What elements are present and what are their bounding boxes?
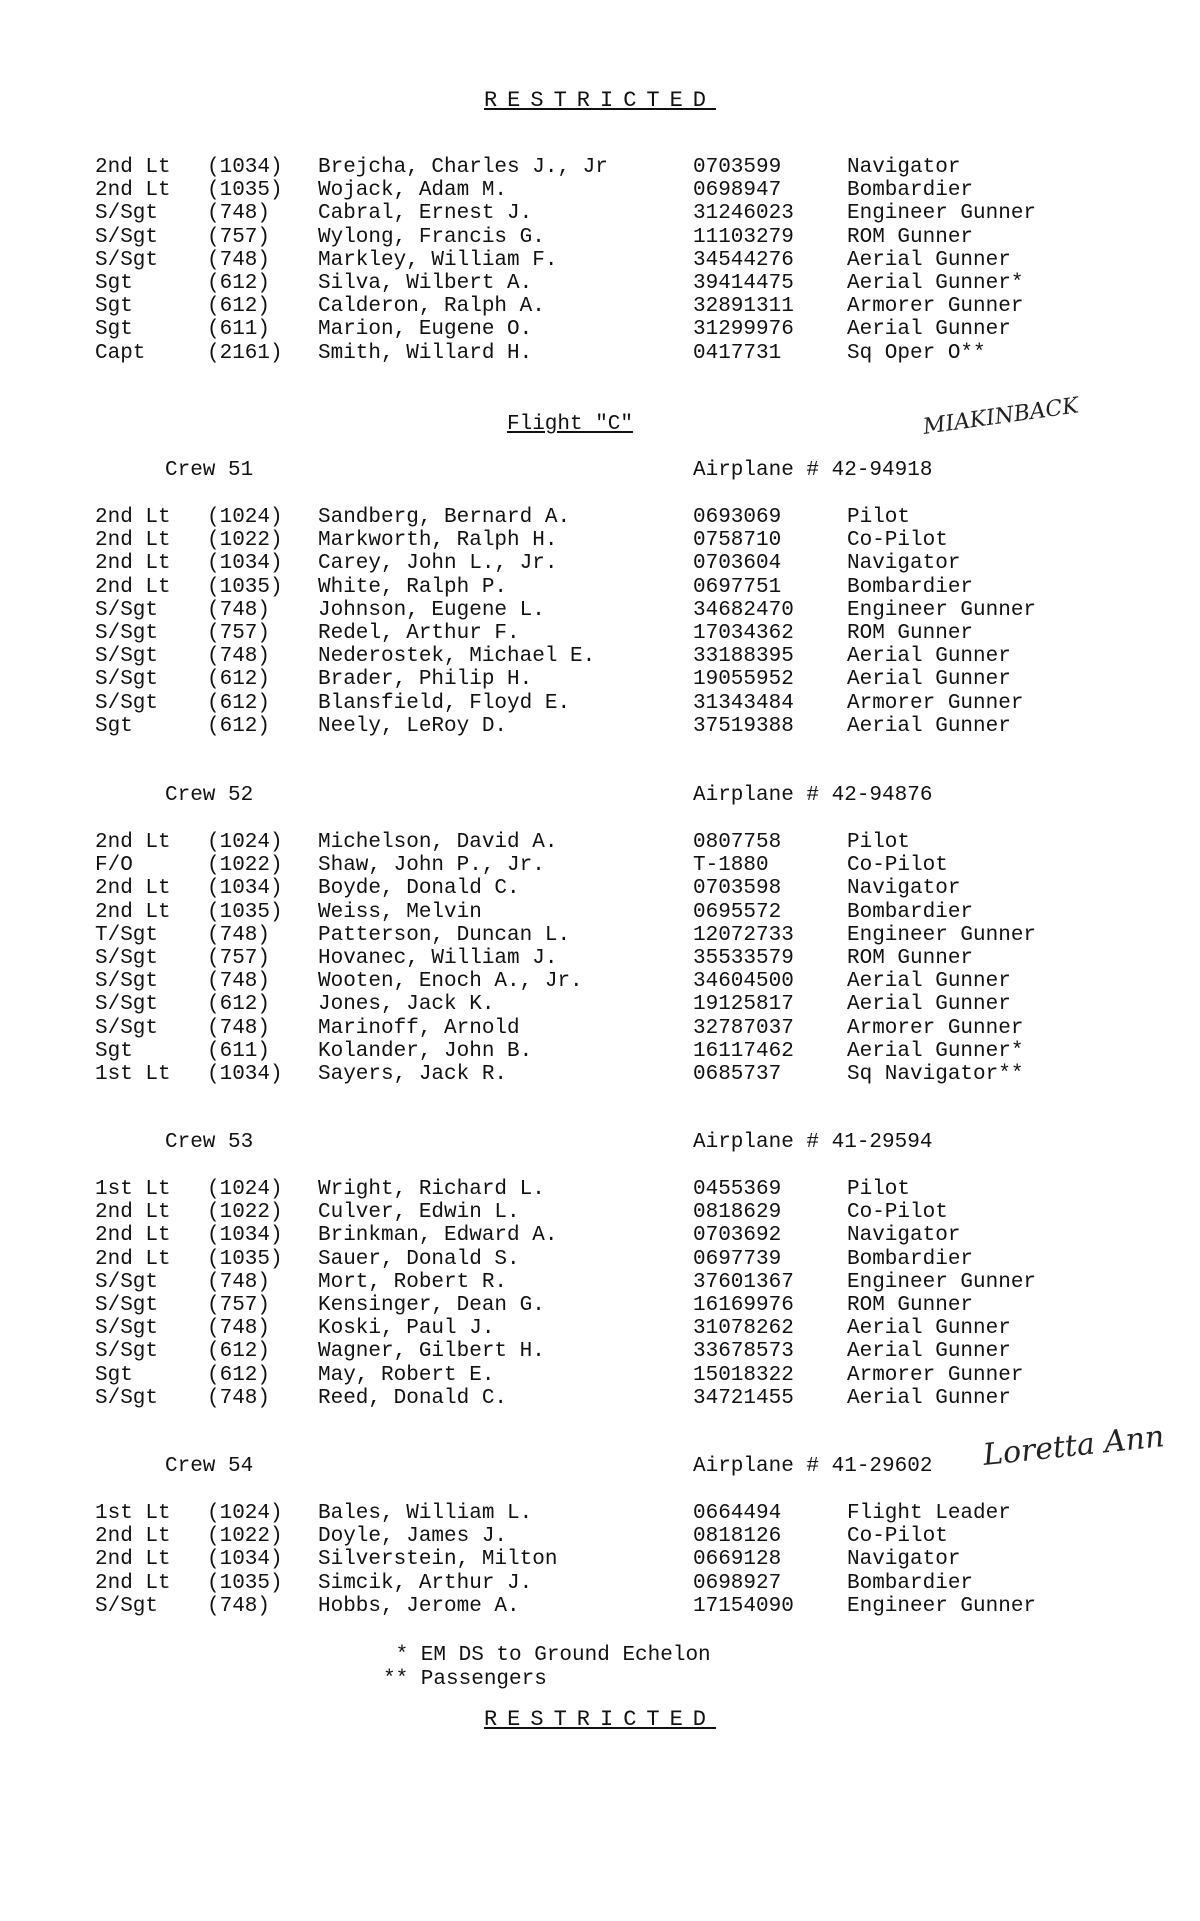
rank-cell: S/Sgt <box>95 248 159 272</box>
rank-cell: S/Sgt <box>95 202 159 226</box>
name-cell: Blansfield, Floyd E. <box>318 691 571 715</box>
serial-number-cell: 0758710 <box>693 529 782 553</box>
airplane-number: Airplane # 41-29602 <box>693 1455 933 1478</box>
name-cell: Reed, Donald C. <box>318 1386 508 1410</box>
serial-number-cell: 0417731 <box>693 341 782 365</box>
rank-cell: S/Sgt <box>95 1386 159 1410</box>
rank-cell: Sgt <box>95 318 133 342</box>
rank-cell: S/Sgt <box>95 598 159 622</box>
rank-cell: Sgt <box>95 295 133 319</box>
rank-cell: S/Sgt <box>95 1340 159 1364</box>
serial-number-cell: 19055952 <box>693 668 794 692</box>
rank-cell: 2nd Lt <box>95 552 171 576</box>
serial-number-cell: 0685737 <box>693 1063 782 1086</box>
rank-cell: T/Sgt <box>95 923 159 947</box>
rank-cell: 2nd Lt <box>95 831 171 854</box>
duty-cell: Armorer Gunner <box>847 1016 1024 1040</box>
rank-cell: 2nd Lt <box>95 1247 171 1271</box>
mos-code-cell: (1022) <box>207 1201 283 1225</box>
serial-number-cell: 0669128 <box>693 1548 782 1572</box>
serial-number-cell: 15018322 <box>693 1363 794 1387</box>
duty-cell: Navigator <box>847 552 961 576</box>
duty-cell: Sq Navigator** <box>847 1063 1024 1086</box>
rank-cell: S/Sgt <box>95 947 159 970</box>
duty-cell: Engineer Gunner <box>847 202 1037 226</box>
header-classification: RESTRICTED <box>483 88 717 113</box>
name-cell: Wojack, Adam M. <box>318 179 508 203</box>
mos-code-cell: (2161) <box>207 341 283 365</box>
rank-cell: 2nd Lt <box>95 1571 171 1595</box>
rank-cell: S/Sgt <box>95 1270 159 1294</box>
duty-cell: Bombardier <box>847 900 974 924</box>
name-cell: Brinkman, Edward A. <box>318 1224 558 1248</box>
serial-number-cell: 17154090 <box>693 1594 794 1618</box>
name-cell: Johnson, Eugene L. <box>318 598 545 622</box>
mos-code-cell: (1024) <box>207 831 283 854</box>
name-cell: Simcik, Arthur J. <box>318 1571 533 1595</box>
duty-cell: Co-Pilot <box>847 529 948 553</box>
mos-code-cell: (748) <box>207 1317 271 1341</box>
name-cell: Bales, William L. <box>318 1502 533 1525</box>
crew-label: Crew 54 <box>165 1455 254 1478</box>
duty-cell: Navigator <box>847 1548 961 1572</box>
serial-number-cell: 0703599 <box>693 156 782 179</box>
name-cell: Hovanec, William J. <box>318 947 558 970</box>
duty-cell: Pilot <box>847 831 911 854</box>
name-cell: Doyle, James J. <box>318 1525 508 1549</box>
duty-cell: Aerial Gunner <box>847 970 1011 994</box>
serial-number-cell: 0703598 <box>693 877 782 901</box>
rank-cell: Sgt <box>95 272 133 295</box>
mos-code-cell: (612) <box>207 691 271 715</box>
serial-number-cell: 33188395 <box>693 645 794 669</box>
duty-cell: Flight Leader <box>847 1502 1011 1525</box>
duty-cell: Bombardier <box>847 575 974 599</box>
mos-code-cell: (748) <box>207 645 271 669</box>
crew-label: Crew 51 <box>165 459 254 482</box>
handwritten-annotation: MIAKINBACK <box>921 393 1081 440</box>
duty-cell: Armorer Gunner <box>847 1363 1024 1387</box>
rank-cell: Sgt <box>95 1039 133 1063</box>
name-cell: Brejcha, Charles J., Jr <box>318 156 608 179</box>
name-cell: Cabral, Ernest J. <box>318 202 533 226</box>
rank-cell: 2nd Lt <box>95 529 171 553</box>
rank-cell: 2nd Lt <box>95 1525 171 1549</box>
rank-cell: 2nd Lt <box>95 179 171 203</box>
mos-code-cell: (612) <box>207 1363 271 1387</box>
mos-code-cell: (612) <box>207 272 271 295</box>
name-cell: Redel, Arthur F. <box>318 622 520 645</box>
serial-number-cell: 11103279 <box>693 225 794 249</box>
name-cell: Wooten, Enoch A., Jr. <box>318 970 583 994</box>
mos-code-cell: (748) <box>207 248 271 272</box>
airplane-number: Airplane # 41-29594 <box>693 1131 933 1154</box>
serial-number-cell: 34682470 <box>693 598 794 622</box>
rank-cell: S/Sgt <box>95 691 159 715</box>
rank-cell: S/Sgt <box>95 970 159 994</box>
mos-code-cell: (612) <box>207 714 271 738</box>
duty-cell: Engineer Gunner <box>847 1270 1037 1294</box>
duty-cell: Aerial Gunner <box>847 1386 1011 1410</box>
serial-number-cell: 12072733 <box>693 923 794 947</box>
rank-cell: 1st Lt <box>95 1502 171 1525</box>
mos-code-cell: (1035) <box>207 1247 283 1271</box>
name-cell: Culver, Edwin L. <box>318 1201 520 1225</box>
name-cell: Boyde, Donald C. <box>318 877 520 901</box>
duty-cell: Armorer Gunner <box>847 691 1024 715</box>
duty-cell: Navigator <box>847 877 961 901</box>
serial-number-cell: 0807758 <box>693 831 782 854</box>
serial-number-cell: 16169976 <box>693 1294 794 1317</box>
mos-code-cell: (757) <box>207 622 271 645</box>
footnotes <box>383 1644 711 1692</box>
mos-code-cell: (1022) <box>207 1525 283 1549</box>
serial-number-cell: 34544276 <box>693 248 794 272</box>
mos-code-cell: (1024) <box>207 1178 283 1201</box>
name-cell: Silva, Wilbert A. <box>318 272 533 295</box>
rank-cell: 1st Lt <box>95 1178 171 1201</box>
name-cell: Weiss, Melvin <box>318 900 482 924</box>
airplane-number: Airplane # 42-94876 <box>693 784 933 807</box>
mos-code-cell: (748) <box>207 598 271 622</box>
footnote-passengers: ** Passengers <box>383 1668 547 1691</box>
name-cell: Markley, William F. <box>318 248 558 272</box>
mos-code-cell: (748) <box>207 202 271 226</box>
mos-code-cell: (1034) <box>207 156 283 179</box>
handwritten-annotation: Loretta Ann <box>981 1419 1166 1473</box>
mos-code-cell: (1024) <box>207 1502 283 1525</box>
mos-code-cell: (1035) <box>207 1571 283 1595</box>
rank-cell: S/Sgt <box>95 1317 159 1341</box>
serial-number-cell: 31078262 <box>693 1317 794 1341</box>
mos-code-cell: (757) <box>207 1294 271 1317</box>
duty-cell: Bombardier <box>847 1571 974 1595</box>
name-cell: Kolander, John B. <box>318 1039 533 1063</box>
rank-cell: 2nd Lt <box>95 1201 171 1225</box>
rank-cell: S/Sgt <box>95 993 159 1017</box>
serial-number-cell: 0455369 <box>693 1178 782 1201</box>
mos-code-cell: (748) <box>207 1270 271 1294</box>
mos-code-cell: (1035) <box>207 179 283 203</box>
name-cell: Jones, Jack K. <box>318 993 495 1017</box>
serial-number-cell: 0818629 <box>693 1201 782 1225</box>
duty-cell: Aerial Gunner <box>847 668 1011 692</box>
mos-code-cell: (1024) <box>207 506 283 529</box>
mos-code-cell: (757) <box>207 225 271 249</box>
name-cell: Wright, Richard L. <box>318 1178 545 1201</box>
mos-code-cell: (611) <box>207 318 271 342</box>
duty-cell: Navigator <box>847 156 961 179</box>
serial-number-cell: 31343484 <box>693 691 794 715</box>
duty-cell: Aerial Gunner <box>847 1340 1011 1364</box>
mos-code-cell: (748) <box>207 923 271 947</box>
serial-number-cell: 31246023 <box>693 202 794 226</box>
name-cell: Kensinger, Dean G. <box>318 1294 545 1317</box>
serial-number-cell: 16117462 <box>693 1039 794 1063</box>
mos-code-cell: (748) <box>207 1386 271 1410</box>
duty-cell: Aerial Gunner <box>847 1317 1011 1341</box>
duty-cell: Aerial Gunner <box>847 645 1011 669</box>
name-cell: Mort, Robert R. <box>318 1270 508 1294</box>
rank-cell: 2nd Lt <box>95 900 171 924</box>
duty-cell: Pilot <box>847 1178 911 1201</box>
duty-cell: Sq Oper O** <box>847 341 986 365</box>
mos-code-cell: (1034) <box>207 877 283 901</box>
serial-number-cell: 34604500 <box>693 970 794 994</box>
name-cell: Sauer, Donald S. <box>318 1247 520 1271</box>
serial-number-cell: 0697739 <box>693 1247 782 1271</box>
duty-cell: Bombardier <box>847 179 974 203</box>
airplane-number: Airplane # 42-94918 <box>693 459 933 482</box>
name-cell: Markworth, Ralph H. <box>318 529 558 553</box>
serial-number-cell: 34721455 <box>693 1386 794 1410</box>
mos-code-cell: (1034) <box>207 1063 283 1086</box>
name-cell: Patterson, Duncan L. <box>318 923 571 947</box>
duty-cell: ROM Gunner <box>847 1294 974 1317</box>
rank-cell: 2nd Lt <box>95 1224 171 1248</box>
name-cell: Brader, Philip H. <box>318 668 533 692</box>
mos-code-cell: (1034) <box>207 1224 283 1248</box>
duty-cell: Engineer Gunner <box>847 1594 1037 1618</box>
duty-cell: Co-Pilot <box>847 1201 948 1225</box>
serial-number-cell: 32891311 <box>693 295 794 319</box>
serial-number-cell: 0695572 <box>693 900 782 924</box>
rank-cell: Sgt <box>95 1363 133 1387</box>
serial-number-cell: 0703604 <box>693 552 782 576</box>
mos-code-cell: (748) <box>207 1594 271 1618</box>
rank-cell: S/Sgt <box>95 1016 159 1040</box>
name-cell: Neely, LeRoy D. <box>318 714 508 738</box>
duty-cell: Aerial Gunner <box>847 318 1011 342</box>
name-cell: Michelson, David A. <box>318 831 558 854</box>
name-cell: Smith, Willard H. <box>318 341 533 365</box>
duty-cell: Armorer Gunner <box>847 295 1024 319</box>
name-cell: Marinoff, Arnold <box>318 1016 520 1040</box>
rank-cell: S/Sgt <box>95 668 159 692</box>
rank-cell: 2nd Lt <box>95 575 171 599</box>
duty-cell: Aerial Gunner <box>847 993 1011 1017</box>
rank-cell: 2nd Lt <box>95 506 171 529</box>
name-cell: Hobbs, Jerome A. <box>318 1594 520 1618</box>
serial-number-cell: 37519388 <box>693 714 794 738</box>
name-cell: Wylong, Francis G. <box>318 225 545 249</box>
duty-cell: Bombardier <box>847 1247 974 1271</box>
name-cell: Carey, John L., Jr. <box>318 552 558 576</box>
duty-cell: ROM Gunner <box>847 225 974 249</box>
duty-cell: Co-Pilot <box>847 1525 948 1549</box>
serial-number-cell: 0664494 <box>693 1502 782 1525</box>
mos-code-cell: (757) <box>207 947 271 970</box>
mos-code-cell: (1035) <box>207 900 283 924</box>
mos-code-cell: (611) <box>207 1039 271 1063</box>
mos-code-cell: (1035) <box>207 575 283 599</box>
serial-number-cell: 39414475 <box>693 272 794 295</box>
serial-number-cell: T-1880 <box>693 854 769 878</box>
name-cell: Sayers, Jack R. <box>318 1063 508 1086</box>
duty-cell: ROM Gunner <box>847 947 974 970</box>
rank-cell: 2nd Lt <box>95 156 171 179</box>
rank-cell: 2nd Lt <box>95 877 171 901</box>
duty-cell: Aerial Gunner* <box>847 1039 1024 1063</box>
name-cell: White, Ralph P. <box>318 575 508 599</box>
mos-code-cell: (1022) <box>207 854 283 878</box>
rank-cell: F/O <box>95 854 133 878</box>
duty-cell: Engineer Gunner <box>847 923 1037 947</box>
duty-cell: ROM Gunner <box>847 622 974 645</box>
name-cell: Wagner, Gilbert H. <box>318 1340 545 1364</box>
duty-cell: Navigator <box>847 1224 961 1248</box>
mos-code-cell: (1022) <box>207 529 283 553</box>
serial-number-cell: 17034362 <box>693 622 794 645</box>
mos-code-cell: (748) <box>207 1016 271 1040</box>
rank-cell: 2nd Lt <box>95 1548 171 1572</box>
duty-cell: Aerial Gunner <box>847 714 1011 738</box>
mos-code-cell: (748) <box>207 970 271 994</box>
rank-cell: S/Sgt <box>95 1594 159 1618</box>
serial-number-cell: 19125817 <box>693 993 794 1017</box>
mos-code-cell: (612) <box>207 1340 271 1364</box>
duty-cell: Aerial Gunner <box>847 248 1011 272</box>
duty-cell: Aerial Gunner* <box>847 272 1024 295</box>
footer-classification: RESTRICTED <box>483 1707 717 1732</box>
rank-cell: S/Sgt <box>95 1294 159 1317</box>
crew-label: Crew 53 <box>165 1131 254 1154</box>
name-cell: Calderon, Ralph A. <box>318 295 545 319</box>
flight-title-text: Flight "C" <box>506 413 634 436</box>
duty-cell: Pilot <box>847 506 911 529</box>
serial-number-cell: 0697751 <box>693 575 782 599</box>
duty-cell: Co-Pilot <box>847 854 948 878</box>
serial-number-cell: 33678573 <box>693 1340 794 1364</box>
rank-cell: Capt <box>95 341 146 365</box>
serial-number-cell: 0693069 <box>693 506 782 529</box>
serial-number-cell: 0698947 <box>693 179 782 203</box>
duty-cell: Engineer Gunner <box>847 598 1037 622</box>
name-cell: Silverstein, Milton <box>318 1548 558 1572</box>
serial-number-cell: 0698927 <box>693 1571 782 1595</box>
mos-code-cell: (1034) <box>207 552 283 576</box>
name-cell: Shaw, John P., Jr. <box>318 854 545 878</box>
footnote-em-ds: * EM DS to Ground Echelon <box>383 1644 711 1667</box>
mos-code-cell: (612) <box>207 993 271 1017</box>
crew-label: Crew 52 <box>165 784 254 807</box>
rank-cell: Sgt <box>95 714 133 738</box>
name-cell: Koski, Paul J. <box>318 1317 495 1341</box>
name-cell: Marion, Eugene O. <box>318 318 533 342</box>
serial-number-cell: 0703692 <box>693 1224 782 1248</box>
rank-cell: S/Sgt <box>95 225 159 249</box>
serial-number-cell: 32787037 <box>693 1016 794 1040</box>
rank-cell: 1st Lt <box>95 1063 171 1086</box>
mos-code-cell: (612) <box>207 295 271 319</box>
rank-cell: S/Sgt <box>95 622 159 645</box>
rank-cell: S/Sgt <box>95 645 159 669</box>
name-cell: Nederostek, Michael E. <box>318 645 596 669</box>
mos-code-cell: (612) <box>207 668 271 692</box>
serial-number-cell: 35533579 <box>693 947 794 970</box>
serial-number-cell: 0818126 <box>693 1525 782 1549</box>
mos-code-cell: (1034) <box>207 1548 283 1572</box>
serial-number-cell: 37601367 <box>693 1270 794 1294</box>
serial-number-cell: 31299976 <box>693 318 794 342</box>
name-cell: Sandberg, Bernard A. <box>318 506 571 529</box>
name-cell: May, Robert E. <box>318 1363 495 1387</box>
